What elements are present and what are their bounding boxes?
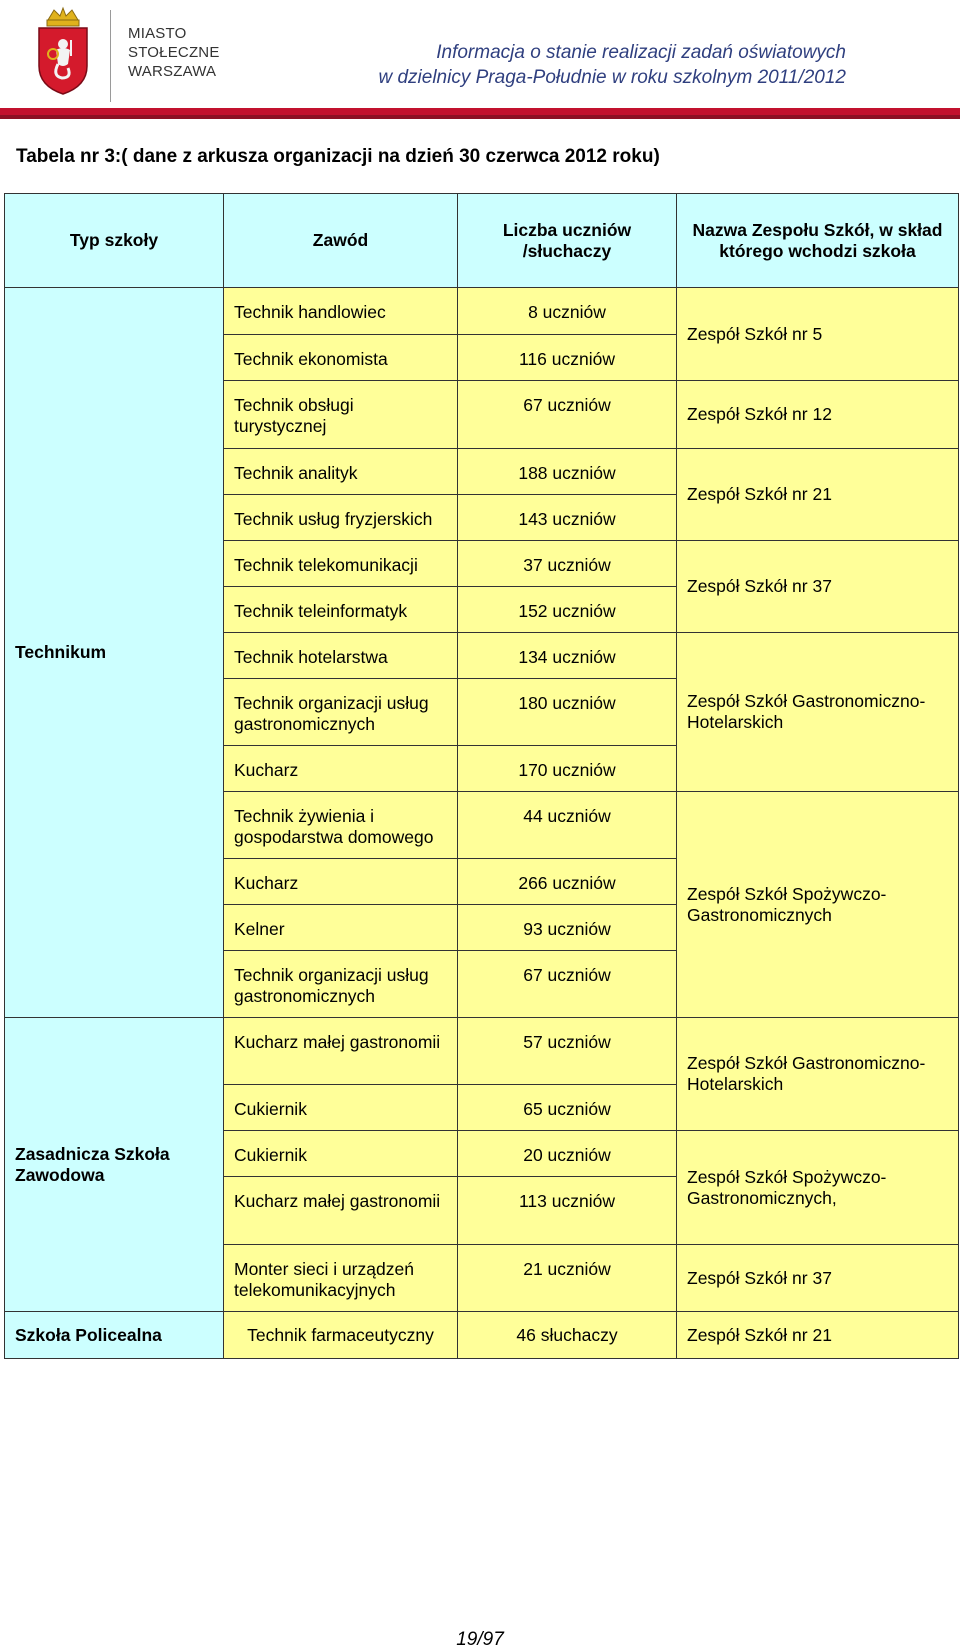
zawod-cell: Monter sieci i urządzeń telekomunikacyjnych (224, 1245, 458, 1312)
liczba-cell: 143 uczniów (458, 495, 677, 541)
page-header (0, 0, 960, 120)
column-header-liczba: Liczba uczniów /słuchaczy (458, 194, 677, 288)
zawod-cell: Technik teleinformatyk (224, 587, 458, 633)
zawod-cell: Kelner (224, 905, 458, 951)
zawod-cell: Technik obsługi turystycznej (224, 381, 458, 449)
zespol-cell: Zespół Szkół Spożywczo-Gastronomicznych, (677, 1131, 959, 1245)
table-header-row (5, 194, 959, 288)
liczba-cell: 44 uczniów (458, 792, 677, 859)
column-header-zawod: Zawód (224, 194, 458, 288)
report-title-line: w dzielnicy Praga-Południe w roku szkolnym 2011/2012 (378, 67, 846, 88)
logo-line: WARSZAWA (128, 63, 217, 80)
school-type-cell: Zasadnicza Szkoła Zawodowa (5, 1018, 224, 1312)
zespol-cell: Zespół Szkół nr 12 (677, 381, 959, 449)
liczba-cell: 116 uczniów (458, 335, 677, 381)
header-rule (0, 108, 960, 115)
schools-table (4, 193, 959, 1359)
zespol-cell: Zespół Szkół Gastronomiczno-Hotelarskich (677, 1018, 959, 1131)
city-logo-text (128, 24, 220, 81)
liczba-cell: 93 uczniów (458, 905, 677, 951)
liczba-cell: 67 uczniów (458, 951, 677, 1018)
report-title-line: Informacja o stanie realizacji zadań oświatowych (436, 42, 846, 63)
liczba-cell: 8 uczniów (458, 288, 677, 335)
liczba-cell: 134 uczniów (458, 633, 677, 679)
logo-divider (110, 10, 111, 102)
table-row (5, 1018, 959, 1085)
zespol-cell: Zespół Szkół Spożywczo-Gastronomicznych (677, 792, 959, 1018)
zespol-cell: Zespół Szkół nr 5 (677, 288, 959, 381)
liczba-cell: 188 uczniów (458, 449, 677, 495)
zespol-cell: Zespół Szkół Gastronomiczno-Hotelarskich (677, 633, 959, 792)
zawod-cell: Technik handlowiec (224, 288, 458, 335)
liczba-cell: 20 uczniów (458, 1131, 677, 1177)
zawod-cell: Kucharz (224, 859, 458, 905)
zawod-cell: Technik organizacji usług gastronomicznych (224, 951, 458, 1018)
zawod-cell: Technik usług fryzjerskich (224, 495, 458, 541)
logo-line: STOŁECZNE (128, 44, 220, 61)
zawod-cell: Kucharz (224, 746, 458, 792)
liczba-cell: 170 uczniów (458, 746, 677, 792)
school-type-cell: Szkoła Policealna (5, 1312, 224, 1359)
logo-line: MIASTO (128, 25, 187, 42)
header-rule (0, 115, 960, 119)
zespol-cell: Zespół Szkół nr 37 (677, 541, 959, 633)
table-row (5, 288, 959, 335)
warsaw-coat-of-arms-icon (34, 6, 92, 96)
zawod-cell: Technik analityk (224, 449, 458, 495)
zawod-cell: Kucharz małej gastronomii (224, 1018, 458, 1085)
zawod-cell: Technik hotelarstwa (224, 633, 458, 679)
column-header-nazwa: Nazwa Zespołu Szkół, w skład którego wchodzi szkoła (677, 194, 959, 288)
liczba-cell: 152 uczniów (458, 587, 677, 633)
liczba-cell: 37 uczniów (458, 541, 677, 587)
report-title (378, 40, 846, 90)
zawod-cell: Technik organizacji usług gastronomicznych (224, 679, 458, 746)
liczba-cell: 65 uczniów (458, 1085, 677, 1131)
liczba-cell: 21 uczniów (458, 1245, 677, 1312)
liczba-cell: 67 uczniów (458, 381, 677, 449)
liczba-cell: 113 uczniów (458, 1177, 677, 1245)
table-row (5, 1312, 959, 1359)
zespol-cell: Zespół Szkół nr 21 (677, 1312, 959, 1359)
liczba-cell: 266 uczniów (458, 859, 677, 905)
column-header-typ: Typ szkoły (5, 194, 224, 288)
table-title: Tabela nr 3:( dane z arkusza organizacji na dzień 30 czerwca 2012 roku) (16, 146, 660, 167)
zespol-cell: Zespół Szkół nr 21 (677, 449, 959, 541)
liczba-cell: 57 uczniów (458, 1018, 677, 1085)
zawod-cell: Technik ekonomista (224, 335, 458, 381)
page-number: 19/97 (456, 1629, 504, 1650)
zawod-cell: Technik żywienia i gospodarstwa domowego (224, 792, 458, 859)
liczba-cell: 46 słuchaczy (458, 1312, 677, 1359)
school-type-cell: Technikum (5, 288, 224, 1018)
zespol-cell: Zespół Szkół nr 37 (677, 1245, 959, 1312)
zawod-cell: Technik farmaceutyczny (224, 1312, 458, 1359)
zawod-cell: Cukiernik (224, 1085, 458, 1131)
zawod-cell: Kucharz małej gastronomii (224, 1177, 458, 1245)
zawod-cell: Technik telekomunikacji (224, 541, 458, 587)
liczba-cell: 180 uczniów (458, 679, 677, 746)
zawod-cell: Cukiernik (224, 1131, 458, 1177)
